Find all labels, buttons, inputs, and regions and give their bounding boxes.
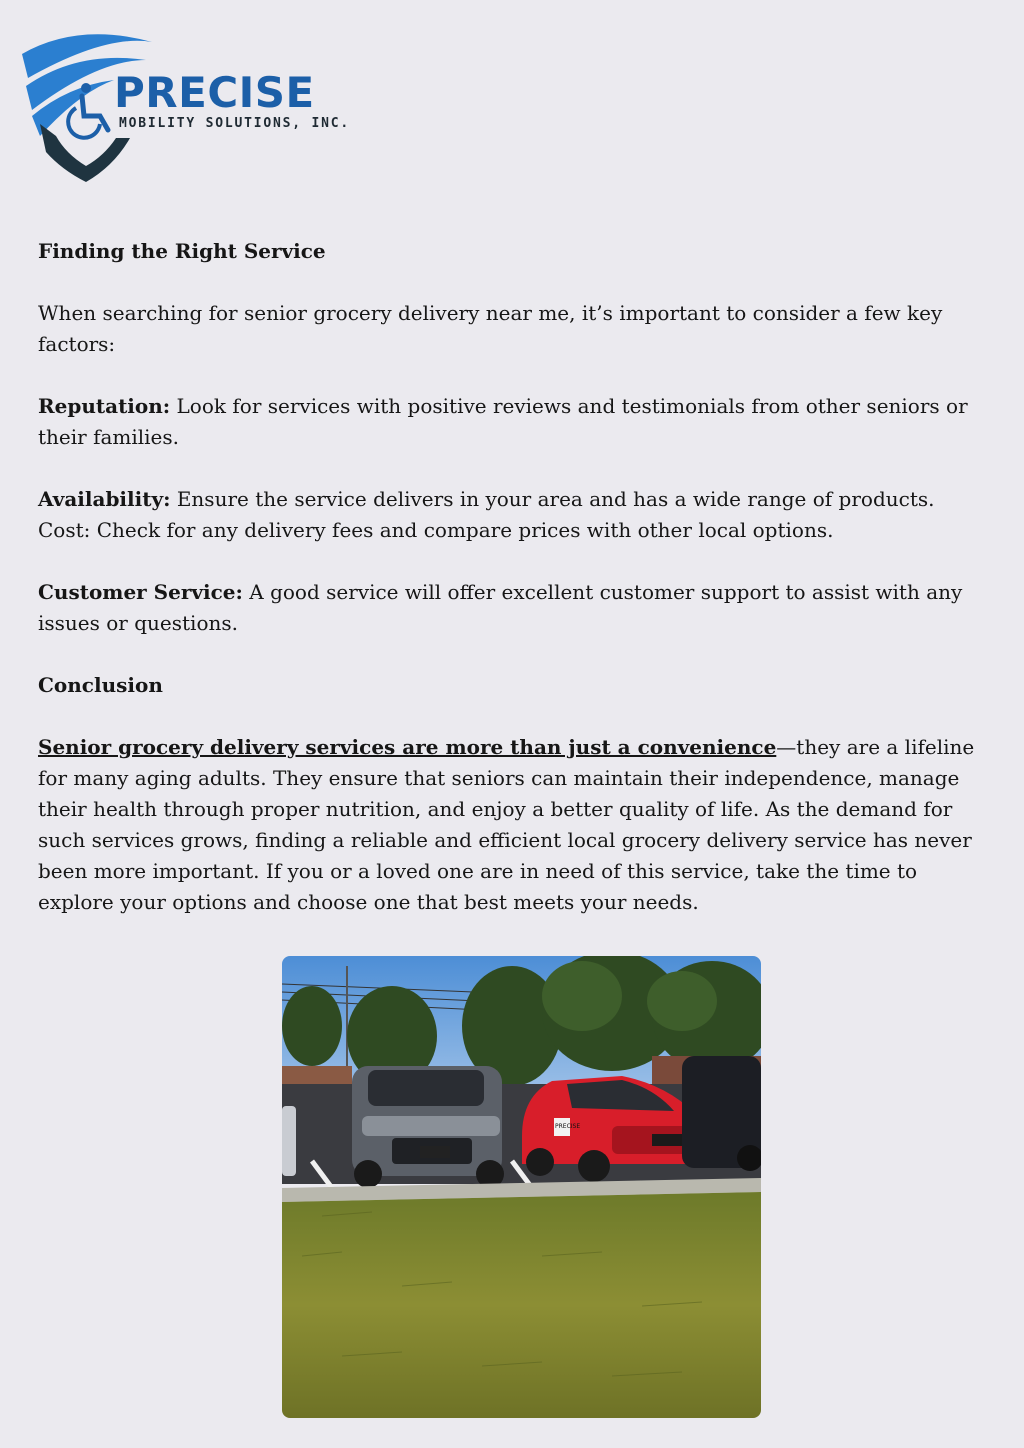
grey-car-icon	[352, 1066, 504, 1188]
parking-lot-photo	[282, 956, 761, 1418]
conclusion-link[interactable]: Senior grocery delivery services are more than just a convenience	[38, 735, 777, 759]
conclusion-text: —they are a lifeline for many aging adults. They ensure that seniors can maintain their independence, manage their health through proper nutrition, and enjoy a better quality of life. As the demand for such services grows, finding a reliable and efficient local grocery delivery service has never been more important. If you or a loved one are in need of this service, take the time to explore your options and choose one that best meets your needs.	[38, 735, 975, 914]
heading-conclusion: Conclusion	[38, 673, 163, 697]
intro-paragraph: When searching for senior grocery delivery near me, it’s important to consider a few key factors:	[38, 301, 943, 356]
heading-finding-right-service: Finding the Right Service	[38, 239, 326, 263]
car-decal-text: PRECISE	[555, 1123, 581, 1130]
cost-paragraph: Cost: Check for any delivery fees and compare prices with other local options.	[38, 518, 834, 542]
availability-text: Ensure the service delivers in your area and has a wide range of products.	[170, 487, 935, 511]
logo-tagline: MOBILITY SOLUTIONS, INC.	[119, 116, 351, 131]
company-logo	[18, 20, 398, 190]
customer-service-paragraph	[38, 577, 998, 639]
availability-term: Availability:	[38, 487, 171, 511]
availability-paragraph	[38, 484, 998, 515]
logo-wordmark: PRECISE	[114, 68, 315, 117]
customer-service-text: A good service will offer excellent customer support to assist with any issues or questions.	[38, 580, 963, 635]
conclusion-paragraph	[38, 732, 998, 918]
article-body	[38, 236, 998, 949]
reputation-text: Look for services with positive reviews and testimonials from other seniors or their families.	[38, 394, 968, 449]
reputation-term: Reputation:	[38, 394, 171, 418]
reputation-paragraph	[38, 391, 998, 453]
customer-service-term: Customer Service:	[38, 580, 243, 604]
